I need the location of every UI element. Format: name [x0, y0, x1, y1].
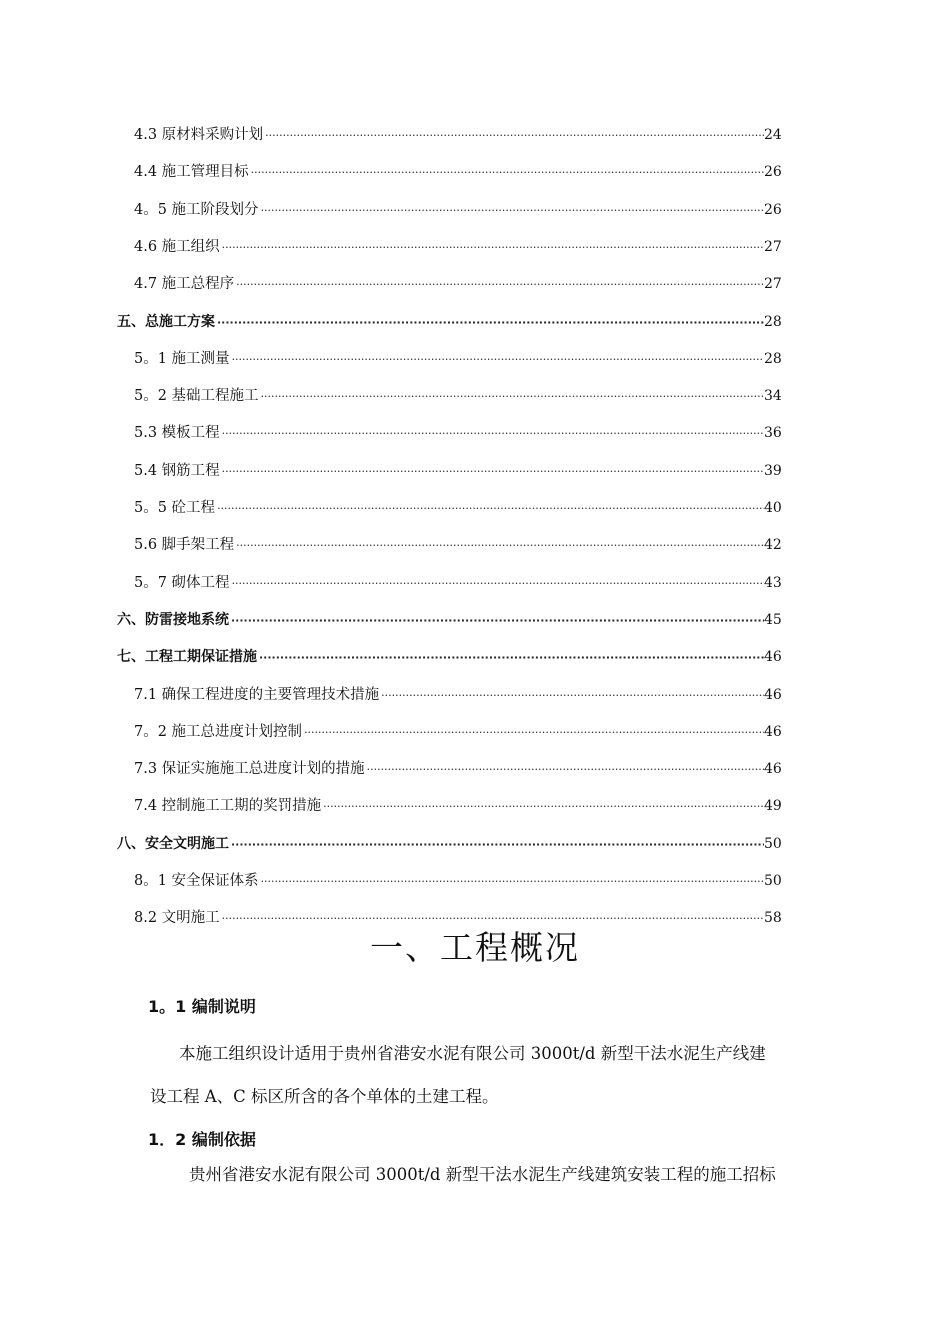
toc-entry: [117, 833, 794, 855]
toc-entry-text: 5。5 砼工程: [134, 500, 216, 516]
toc-entry-page-number: 28: [764, 351, 782, 367]
toc-entry-text: 4.6 施工组织: [134, 239, 220, 255]
toc-leader-dots: [234, 535, 764, 556]
toc-entry-text: 7。2 施工总进度计划控制: [134, 724, 303, 740]
toc-leader-dots: [220, 423, 764, 444]
toc-entry-page-number: 50: [764, 836, 782, 852]
toc-entry-page-number: 50: [764, 873, 782, 889]
toc-entry: [134, 385, 794, 407]
toc-entry-page-number: 40: [764, 500, 782, 516]
toc-entry-text: 5。2 基础工程施工: [134, 388, 259, 404]
toc-entry-page-number: 46: [764, 761, 782, 777]
toc-entry-page-number: 27: [764, 276, 782, 292]
toc-entry: [134, 534, 794, 556]
toc-entry-text: 六、防雷接地系统: [117, 612, 229, 628]
toc-entry-text: 七、工程工期保证措施: [117, 649, 257, 665]
toc-entry-page-number: 26: [764, 202, 782, 218]
toc-entry: [134, 497, 794, 519]
toc-leader-dots: [229, 834, 764, 855]
toc-entry-page-number: 39: [764, 463, 782, 479]
toc-entry: [117, 646, 794, 668]
toc-entry: [134, 870, 794, 892]
toc-entry: [134, 684, 794, 706]
toc-leader-dots: [365, 759, 764, 780]
toc-entry: [117, 609, 794, 631]
toc-entry-text: 5.6 脚手架工程: [134, 537, 235, 553]
toc-entry: [117, 311, 794, 333]
toc-entry: [134, 348, 794, 370]
toc-leader-dots: [220, 461, 764, 482]
toc-entry-text: 5.3 模板工程: [134, 425, 220, 441]
toc-entry-page-number: 36: [764, 425, 782, 441]
toc-entry: [134, 124, 794, 146]
toc-entry: [134, 572, 794, 594]
toc-entry-text: 4。5 施工阶段划分: [134, 202, 259, 218]
toc-entry-text: 五、总施工方案: [117, 314, 215, 330]
section-1-2-paragraph-line-1: 贵州省港安水泥有限公司 3000t/d 新型干法水泥生产线建筑安装工程的施工招标: [189, 1165, 776, 1184]
toc-entry-page-number: 24: [764, 127, 782, 143]
toc-entry-page-number: 45: [764, 612, 782, 628]
toc-entry-text: 7.1 确保工程进度的主要管理技术措施: [134, 687, 380, 703]
section-1-1-paragraph-line-2: 设工程 A、C 标区所含的各个单体的土建工程。: [150, 1087, 499, 1106]
toc-entry-page-number: 28: [764, 314, 782, 330]
toc-entry: [134, 721, 794, 743]
section-title-1-2: 1．2 编制依据: [148, 1130, 256, 1149]
toc-entry-page-number: 27: [764, 239, 782, 255]
toc-leader-dots: [257, 647, 764, 668]
toc-entry-text: 7.3 保证实施施工总进度计划的措施: [134, 761, 365, 777]
toc-entry-text: 7.4 控制施工工期的奖罚措施: [134, 798, 322, 814]
toc-leader-dots: [230, 349, 764, 370]
toc-entry-page-number: 34: [764, 388, 782, 404]
toc-leader-dots: [234, 274, 764, 295]
toc-entry-text: 8。1 安全保证体系: [134, 873, 259, 889]
toc-entry-page-number: 58: [764, 910, 782, 926]
toc-entry-page-number: 46: [764, 724, 782, 740]
toc-leader-dots: [259, 871, 764, 892]
chapter-heading: 一、工程概况: [370, 928, 580, 967]
toc-leader-dots: [230, 573, 764, 594]
toc-entry-page-number: 43: [764, 575, 782, 591]
toc-leader-dots: [249, 162, 764, 183]
toc-leader-dots: [263, 125, 764, 146]
toc-leader-dots: [215, 498, 764, 519]
toc-leader-dots: [321, 796, 764, 817]
toc-entry: [134, 236, 794, 258]
toc-leader-dots: [215, 312, 764, 333]
toc-leader-dots: [259, 386, 764, 407]
toc-entry: [134, 795, 794, 817]
toc-entry: [134, 422, 794, 444]
toc-leader-dots: [379, 685, 764, 706]
toc-entry-page-number: 46: [764, 649, 782, 665]
toc-entry: [134, 161, 794, 183]
toc-entry-page-number: 49: [764, 798, 782, 814]
toc-leader-dots: [259, 200, 764, 221]
toc-entry-page-number: 26: [764, 164, 782, 180]
toc-entry-text: 4.7 施工总程序: [134, 276, 235, 292]
toc-entry: [134, 460, 794, 482]
toc-entry-text: 八、安全文明施工: [117, 836, 229, 852]
toc-entry: [134, 758, 794, 780]
toc-entry-page-number: 46: [764, 687, 782, 703]
toc-entry-text: 5.4 钢筋工程: [134, 463, 220, 479]
toc-leader-dots: [220, 237, 764, 258]
toc-entry: [134, 273, 794, 295]
toc-entry-text: 8.2 文明施工: [134, 910, 220, 926]
toc-entry: [134, 199, 794, 221]
toc-entry-text: 5。1 施工测量: [134, 351, 230, 367]
toc-leader-dots: [229, 610, 764, 631]
toc-entry-text: 5。7 砌体工程: [134, 575, 230, 591]
section-title-1-1: 1。1 编制说明: [148, 997, 256, 1016]
section-1-1-paragraph-line-1: 本施工组织设计适用于贵州省港安水泥有限公司 3000t/d 新型干法水泥生产线建: [179, 1044, 766, 1063]
toc-entry-text: 4.4 施工管理目标: [134, 164, 249, 180]
toc-leader-dots: [302, 722, 764, 743]
toc-entry-text: 4.3 原材料采购计划: [134, 127, 264, 143]
toc-entry-page-number: 42: [764, 537, 782, 553]
